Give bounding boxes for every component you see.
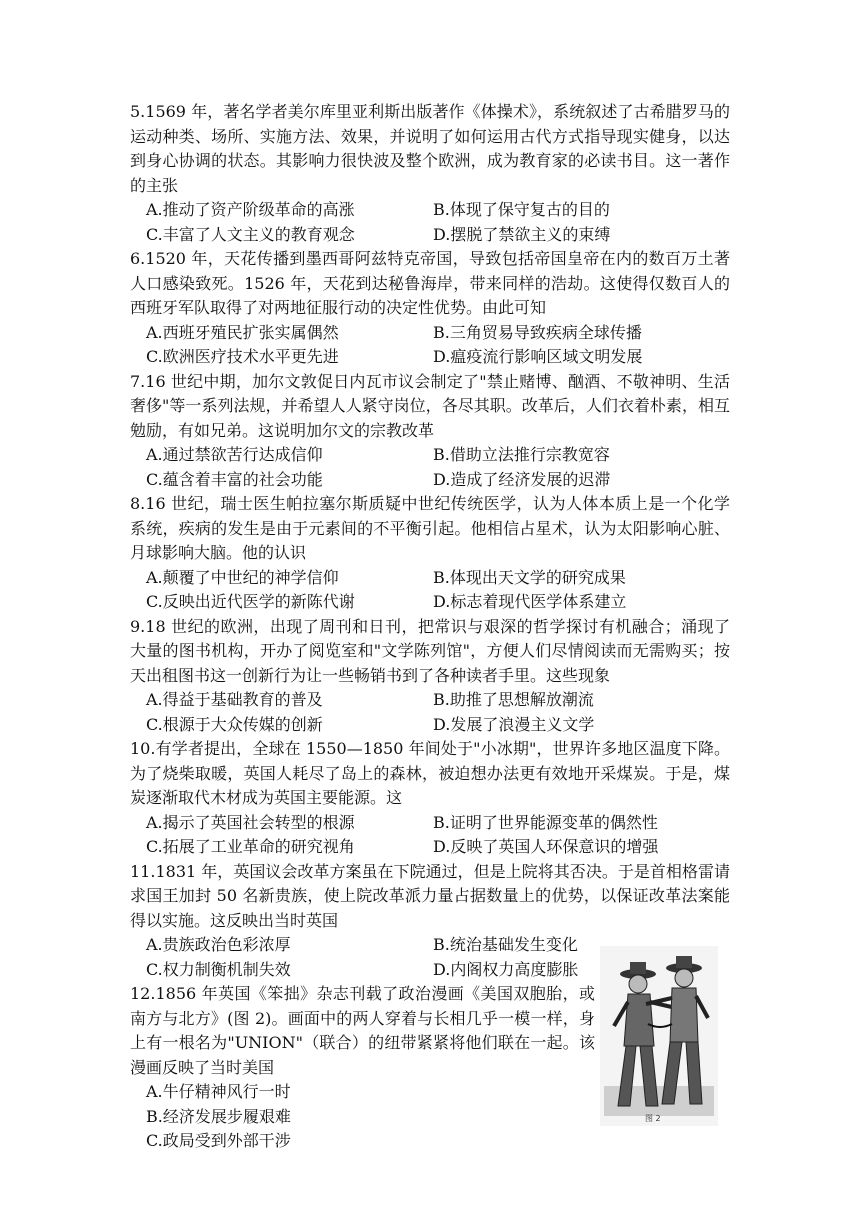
answer-option: B.借助立法推行宗教宽容 [433, 445, 610, 464]
answer-option: A.通过禁欲苦行达成信仰 [146, 445, 323, 464]
answer-option: B.统治基础发生变化 [433, 935, 578, 954]
option-group [130, 198, 730, 247]
answer-option: A.推动了资产阶级革命的高涨 [146, 200, 355, 219]
question-text: 1831 年，英国议会改革方案虽在下院通过，但是上院将其否决。于是首相格雷请求国王加封 50 名新贵族，使上院改革派力量占据数量上的优势，以保证改革法案能得以实施。这反映出当时英国 [130, 861, 730, 930]
question-text: 16 世纪，瑞士医生帕拉塞尔斯质疑中世纪传统医学，认为人体本质上是一个化学系统，疾病的发生是由于元素间的不平衡引起。他相信占星术，认为太阳影响心脏、月球影响大脑。他的认识 [130, 494, 730, 562]
question-item [130, 100, 730, 247]
answer-option: A.揭示了英国社会转型的根源 [146, 812, 355, 832]
question-number: 11. [130, 861, 156, 881]
question-item [130, 737, 730, 860]
question-stem [130, 737, 730, 811]
answer-option: A.西班牙殖民扩张实属偶然 [146, 322, 339, 342]
answer-option: C.蕴含着丰富的社会功能 [146, 469, 323, 489]
option-group [130, 811, 730, 860]
answer-option: B.三角贸易导致疾病全球传播 [433, 322, 642, 342]
question-stem [130, 615, 730, 689]
answer-option: D.摆脱了禁欲主义的束缚 [433, 224, 611, 244]
question-stem [130, 247, 730, 321]
answer-option: C.根源于大众传媒的创新 [146, 714, 323, 734]
question-number: 6. [130, 249, 146, 268]
answer-option: B.经济发展步履艰难 [146, 1106, 291, 1126]
option-group [130, 688, 730, 737]
question-text: 16 世纪中期，加尔文敦促日内瓦市议会制定了"禁止赌博、酗酒、不敬神明、生活奢侈"等一系列法规，并希望人人紧守岗位，各尽其职。改革后，人们衣着朴素，相互勉励，有如兄弟。这说明加尔文的宗教改革 [130, 371, 730, 440]
question-number: 9. [130, 616, 146, 636]
answer-option: A.贵族政治色彩浓厚 [146, 935, 291, 954]
answer-option: C.丰富了人文主义的教育观念 [146, 224, 355, 244]
answer-option: B.体现出天文学的研究成果 [433, 567, 626, 587]
answer-option: D.造成了经济发展的迟滞 [433, 469, 611, 489]
answer-option: C.政局受到外部干涉 [146, 1131, 291, 1150]
answer-option: B.助推了思想解放潮流 [433, 690, 594, 709]
question-number: 10. [130, 739, 156, 758]
question-item [130, 247, 730, 370]
answer-option: A.牛仔精神风行一时 [146, 1082, 291, 1101]
answer-option: A.得益于基础教育的普及 [146, 690, 323, 709]
answer-option: C.欧洲医疗技术水平更先进 [146, 347, 339, 366]
answer-option: D.发展了浪漫主义文学 [433, 714, 595, 734]
question-stem [130, 982, 595, 1080]
answer-option: B.证明了世界能源变革的偶然性 [433, 812, 658, 832]
answer-option: A.颠覆了中世纪的神学信仰 [146, 567, 339, 587]
question-item [130, 492, 730, 615]
question-text: 1569 年，著名学者美尔库里亚利斯出版著作《体操术》，系统叙述了古希腊罗马的运动种类、场所、实施方法、效果，并说明了如何运用古代方式指导现实健身，以达到身心协调的状态。其影响力很快波及整个欧洲，成为教育家的必读书目。这一著作的主张 [130, 102, 730, 195]
question-number: 12. [130, 984, 156, 1003]
answer-option: D.标志着现代医学体系建立 [433, 592, 627, 611]
answer-option: C.权力制衡机制失效 [146, 959, 291, 979]
question-number: 8. [130, 494, 146, 513]
option-group [130, 321, 730, 370]
question-stem [130, 370, 730, 444]
option-group [130, 566, 730, 615]
question-text: 有学者提出，全球在 1550—1850 年间处于"小冰期"，世界许多地区温度下降。为了烧柴取暖，英国人耗尽了岛上的森林，被迫想办法更有效地开采煤炭。于是，煤炭逐渐取代木材成为英国主要能源。这 [130, 739, 730, 807]
question-item [130, 370, 730, 493]
cartoon-illustration [600, 946, 718, 1126]
question-number: 7. [130, 371, 146, 391]
question-text: 1520 年，天花传播到墨西哥阿兹特克帝国，导致包括帝国皇帝在内的数百万土著人口感染致死。1526 年，天花到达秘鲁海岸，带来同样的浩劫。这使得仅数百人的西班牙军队取得了对两地征服行动的决定性优势。由此可知 [130, 249, 730, 317]
answer-option: D.反映了英国人环保意识的增强 [433, 837, 659, 856]
figure-caption: 图 2 [645, 1114, 661, 1123]
question-text: 18 世纪的欧洲，出现了周刊和日刊，把常识与艰深的哲学探讨有机融合；涌现了大量的图书机构，开办了阅览室和"文学陈列馆"，方便人们尽情阅读而无需购买；按天出租图书这一创新行为让一些畅销书到了各种读者手里。这些现象 [130, 616, 730, 685]
question-number: 5. [130, 102, 146, 121]
answer-option: C.拓展了工业革命的研究视角 [146, 837, 355, 856]
question-text: 1856 年英国《笨拙》杂志刊载了政治漫画《美国双胞胎，或南方与北方》(图 2)。画面中的两人穿着与长相几乎一模一样，身上有一根名为"UNION"（联合）的纽带紧紧将他们联在一起。该漫画反映了当时美国 [130, 984, 595, 1077]
answer-option: D.内阁权力高度膨胀 [433, 959, 579, 979]
question-stem [130, 492, 730, 566]
question-stem [130, 100, 730, 198]
answer-option: D.瘟疫流行影响区域文明发展 [433, 347, 643, 366]
answer-option: B.体现了保守复古的目的 [433, 200, 610, 219]
option-group [130, 443, 730, 492]
question-item [130, 615, 730, 738]
question-stem [130, 860, 730, 934]
answer-option: C.反映出近代医学的新陈代谢 [146, 592, 355, 611]
